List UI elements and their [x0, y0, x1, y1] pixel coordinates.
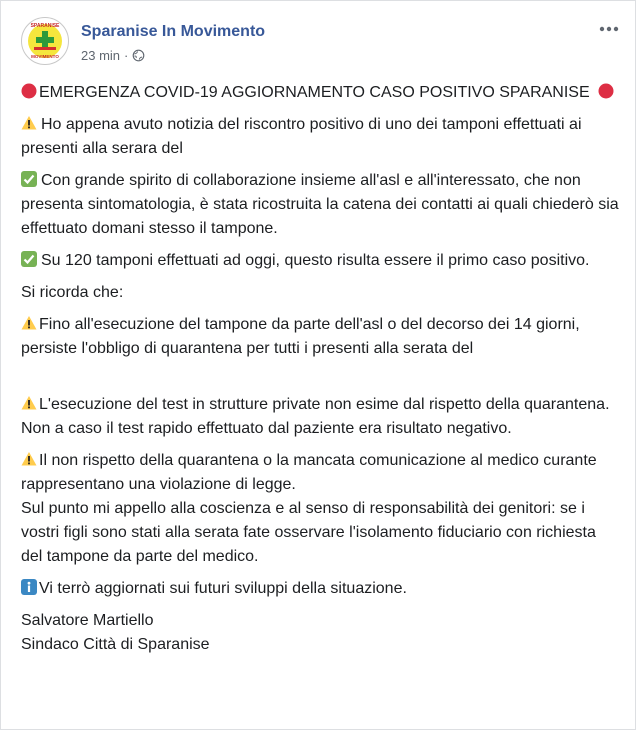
paragraph-gap — [21, 385, 621, 393]
post-header — [21, 17, 621, 67]
more-options-button[interactable] — [597, 17, 621, 41]
post-paragraph-5 — [21, 313, 621, 361]
post-paragraph-7 — [21, 449, 621, 569]
blank-line — [21, 361, 621, 385]
page-name-link[interactable]: Sparanise In Movimento — [81, 23, 266, 40]
paragraph-8-text: Sul punto mi appello alla coscienza e al senso di responsabilità dei genitori: se i vostri figli sono stati alla serata fate osservare l'isolamento fiduciario con richiesta del tampone da parte del medico. — [21, 500, 596, 565]
warning-icon — [21, 451, 37, 467]
paragraph-9-text: Vi terrò aggiornati sui futuri sviluppi della situazione. — [39, 580, 407, 597]
paragraph-7-text: Il non rispetto della quarantena o la mancata comunicazione al medico curante rappresentano una violazione di legge. — [21, 452, 597, 493]
info-icon — [21, 579, 37, 595]
warning-icon — [21, 115, 37, 131]
check-mark-icon — [21, 251, 37, 267]
post-paragraph-4: Si ricorda che: — [21, 284, 124, 301]
post-timestamp[interactable]: 23 min — [81, 48, 121, 63]
post-paragraph-1 — [21, 113, 621, 161]
signature-name: Salvatore Martiello — [21, 612, 154, 629]
more-options-icon — [599, 26, 619, 32]
post-title-paragraph — [21, 81, 621, 105]
avatar-text-bottom: MOVIMENTO — [31, 54, 59, 59]
red-circle-icon — [598, 83, 614, 99]
post-signature — [21, 609, 621, 657]
paragraph-6-text: L'esecuzione del test in strutture private non esime dal rispetto della quarantena. Non a caso il test rapido effettuato dal paziente era risultato negativo. — [21, 396, 610, 437]
paragraph-1-text: Ho appena avuto notizia del riscontro positivo di uno dei tamponi effettuati ai presenti alla serara del — [21, 116, 582, 157]
post-meta — [81, 48, 145, 63]
post-paragraph-3 — [21, 249, 621, 273]
avatar-text-top: SPARANISE — [30, 23, 60, 29]
post-paragraph-9 — [21, 577, 621, 601]
globe-icon[interactable] — [132, 49, 145, 62]
paragraph-2-text: Con grande spirito di collaborazione insieme all'asl e all'interessato, che non presenta sintomatologia, è stata ricostruita la catena dei contatti ai quali chiederò sia effettuato domani stesso il tampone. — [21, 172, 619, 237]
post-paragraph-6 — [21, 393, 621, 441]
check-mark-icon — [21, 171, 37, 187]
avatar-logo-icon — [22, 18, 68, 64]
meta-separator: · — [124, 48, 129, 63]
paragraph-3-text: Su 120 tamponi effettuati ad oggi, questo risulta essere il primo caso positivo. — [41, 252, 590, 269]
signature-title: Sindaco Città di Sparanise — [21, 636, 210, 653]
red-circle-icon — [21, 83, 37, 99]
post-title-text: EMERGENZA COVID-19 AGGIORNAMENTO CASO POSITIVO SPARANISE — [39, 84, 590, 101]
paragraph-5-text: Fino all'esecuzione del tampone da parte dell'asl o del decorso dei 14 giorni, persiste l'obbligo di quarantena per tutti i presenti alla serata del — [21, 316, 580, 357]
post-paragraph-2 — [21, 169, 621, 241]
page-avatar[interactable] — [21, 17, 69, 65]
warning-icon — [21, 315, 37, 331]
warning-icon — [21, 395, 37, 411]
post-body — [21, 81, 621, 657]
